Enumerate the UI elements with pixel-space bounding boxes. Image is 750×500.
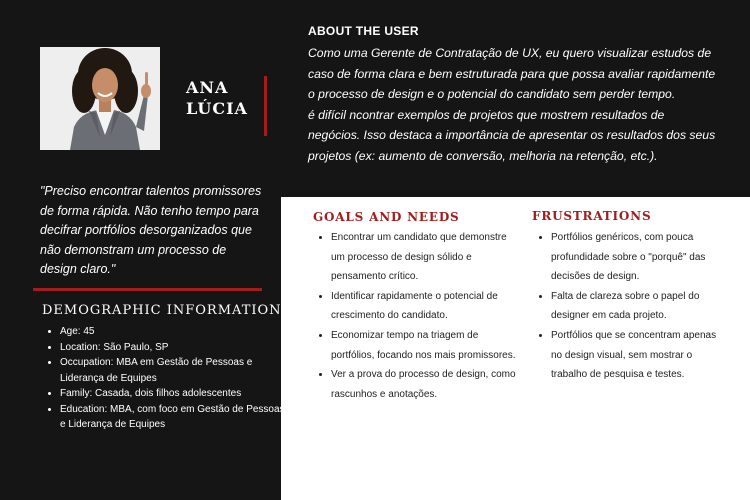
goals-list xyxy=(314,228,521,404)
goal-item: • Economizar tempo na triagem de portfólios, focando nos mais promissores. xyxy=(331,326,521,365)
persona-last-name: LÚCIA xyxy=(186,99,248,118)
demographic-location: • Location: São Paulo, SP xyxy=(60,340,292,356)
demographic-occupation: • Occupation: MBA em Gestão de Pessoas e Liderança de Equipes xyxy=(60,355,292,386)
quote-divider xyxy=(33,288,262,291)
about-paragraph: é difícil nc​ontrar exemplos de projetos que mostrem resultados de negócios. Isso destaca a importância de apresentar os resultados dos seus projetos (ex: aumento de conversão, melhoria na retenção, etc.). xyxy=(308,107,716,163)
demographics-title: DEMOGRAPHIC INFORMATION xyxy=(42,303,282,318)
name-divider xyxy=(264,76,267,136)
demographics-list xyxy=(44,324,292,433)
frustration-item: • Portfólios genéricos, com pouca profundidade sobre o "porquê" das decisões de design. xyxy=(551,228,729,287)
frustration-item: • Falta de clareza sobre o papel do designer em cada projeto. xyxy=(551,287,729,326)
goals-title: GOALS AND NEEDS xyxy=(313,210,460,224)
about-paragraph: Como uma Gerente de Contratação de UX, eu quero visualizar estudos de caso de forma clara e bem estruturada para que possa avaliar rapidamente o processo de design e o potencial do candidato sem perder tempo. xyxy=(308,46,716,102)
frustrations-list xyxy=(534,228,729,385)
goal-item: • Ver a prova do processo de design, como rascunhos e anotações. xyxy=(331,365,521,404)
persona-quote: "Preciso encontrar talentos promissores de forma rápida. Não tenho tempo para decifrar portfólios desorganizados que não demonstram um processo de design claro." xyxy=(40,184,262,276)
demographic-education: • Education: MBA, com foco em Gestão de Pessoas e Liderança de Equipes xyxy=(60,402,292,433)
goal-item: • Identificar rapidamente o potencial de crescimento do candidato. xyxy=(331,287,521,326)
avatar xyxy=(40,47,160,150)
goal-item: • Encontrar um candidato que demonstre um processo de design sólido e pensamento crítico. xyxy=(331,228,521,287)
persona-photo xyxy=(40,47,160,150)
frustrations-title: FRUSTRATIONS xyxy=(532,209,652,223)
about-title: ABOUT THE USER xyxy=(308,24,419,38)
persona-first-name: ANA xyxy=(186,78,229,97)
demographic-family: • Family: Casada, dois filhos adolescentes xyxy=(60,386,292,402)
persona-name xyxy=(186,77,261,119)
frustration-item: • Portfólios que se concentram apenas no design visual, sem mostrar o trabalho de pesquisa e testes. xyxy=(551,326,729,385)
demographic-age: • Age: 45 xyxy=(60,324,292,340)
about-text xyxy=(308,43,718,167)
